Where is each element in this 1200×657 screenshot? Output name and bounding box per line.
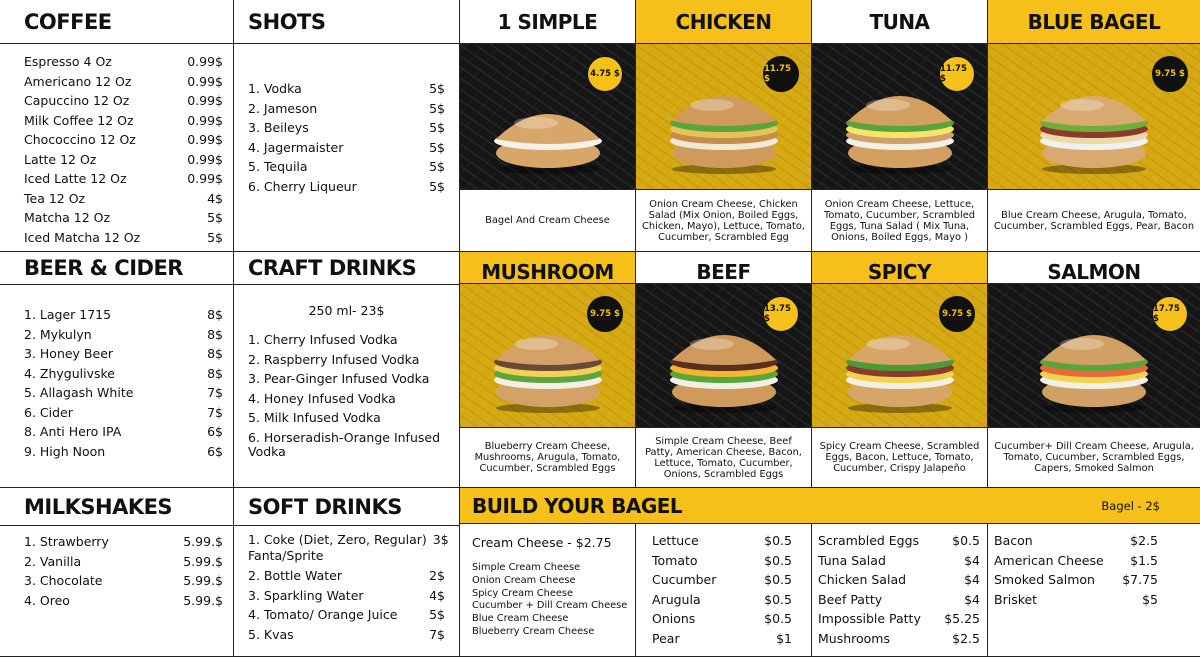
bagel-photo [988,44,1200,190]
item-price: $0.5 [764,572,792,587]
bagel-header [812,0,987,44]
shot-item [248,138,445,158]
beer-item [24,364,223,384]
item-price: 5$ [429,120,445,135]
coffee-title: COFFEE [24,9,112,34]
item-price: 5$ [429,178,445,194]
build-topping-item [652,609,792,629]
craft-item: 5. Milk Infused Vodka [248,410,381,425]
beer-header [0,252,233,285]
item-name: 4. Zhygulivske [24,365,115,381]
soft-drink-item [248,625,445,645]
coffee-list [24,52,223,247]
soft-drink-item [248,586,445,606]
bagel-photo [636,284,811,428]
shot-item [248,79,445,99]
item-name: 5. Allagash White [24,385,134,400]
item-name: Chococcino 12 Oz [24,132,136,147]
beer-title: BEER & CIDER [24,256,183,280]
craft-item: 2. Raspberry Infused Vodka [248,351,420,367]
soft-drink-item [248,566,445,586]
price-badge: 9.75 $ [587,296,623,332]
item-name: 4. Tomato/ Orange Juice [248,607,398,622]
bagel-base-price: Bagel - 2$ [1101,498,1160,513]
coffee-item [24,111,223,131]
coffee-item [24,52,223,72]
item-name: Iced Matcha 12 Oz [24,229,141,245]
bagel-description: Simple Cream Cheese, Beef Patty, American Cheese, Bacon, Lettuce, Tomato, Cucumber, Onions, Scrambled Eggs [645,435,802,480]
build-topping-item [652,629,792,649]
bagel-image [842,75,958,175]
item-name: 1. Lager 1715 [24,307,112,322]
item-name: 4. Oreo [24,592,70,608]
item-price: 5$ [429,607,445,622]
bagel-header [812,252,987,284]
build-divider [987,524,988,656]
bagel-title: TUNA [869,9,930,34]
item-name: Brisket [994,591,1038,607]
bagel-description: Bagel And Cream Cheese [485,215,610,226]
craft-item: 1. Cherry Infused Vodka [248,332,398,347]
item-price: 5.99.$ [183,553,223,569]
bagel-image [666,75,782,175]
craft-subtitle: 250 ml- 23$ [308,303,385,318]
item-price: $0.5 [764,552,792,568]
bagel-image [490,314,606,414]
build-topping-item [652,570,792,590]
item-name: 2. Jameson [248,100,318,116]
beer-item [24,344,223,364]
item-price: 0.99$ [187,171,223,186]
build-extra-item [994,590,1158,610]
build-header [460,488,1200,524]
bagel-title: BEEF [696,259,751,284]
coffee-item [24,72,223,92]
price-badge: 11.75 $ [939,56,975,92]
craft-section [234,252,460,488]
item-price: 5.99.$ [183,592,223,608]
item-price: $7.75 [1122,572,1158,587]
coffee-item [24,228,223,248]
bagel-card [812,252,988,488]
bagel-title: CHICKEN [675,9,772,34]
milkshakes-list [24,532,223,610]
item-price: 6$ [207,443,223,459]
build-title: BUILD YOUR BAGEL [472,493,683,518]
milkshakes-title: MILKSHAKES [24,494,173,519]
build-protein-item [818,590,980,610]
build-protein-item [818,629,980,649]
item-name: Tuna Salad [818,552,886,568]
item-price: $5 [1142,591,1158,607]
item-price: 7$ [207,385,223,400]
cream-cheese-item: Blue Cream Cheese [472,613,569,625]
extras-list [994,531,1158,609]
item-name: Scrambled Eggs [818,533,920,548]
item-price: 0.99$ [187,93,223,108]
soft-header [234,488,459,526]
item-name: 3. Sparkling Water [248,587,364,603]
item-price: $0.5 [764,611,792,626]
shot-item [248,177,445,197]
bagel-title: MUSHROOM [481,259,614,284]
item-price: $4 [964,572,980,587]
beer-item [24,403,223,423]
shots-title: SHOTS [248,9,326,34]
item-name: Matcha 12 Oz [24,210,111,225]
bagel-image [1036,314,1152,414]
item-price: 0.99$ [187,132,223,147]
beer-section [0,252,234,488]
item-name: Tomato [652,552,698,568]
beer-item [24,325,223,345]
craft-list [248,333,449,464]
build-protein-item [818,609,980,629]
cream-cheese-item: Blueberry Cream Cheese [472,625,595,637]
item-price: 7$ [429,626,445,642]
milkshake-item [24,552,223,572]
bagel-title: BLUE BAGEL [1027,9,1161,34]
bagel-card [988,252,1200,488]
bagel-header [988,252,1200,284]
item-price: 4$ [429,587,445,603]
shots-list [248,79,445,196]
item-price: 8$ [207,307,223,322]
bagel-header [636,252,811,284]
item-name: Iced Latte 12 Oz [24,171,127,186]
item-name: Pear [652,630,680,646]
item-name: Arugula [652,591,701,607]
item-name: Latte 12 Oz [24,151,97,167]
bagel-photo [460,44,635,190]
item-name: Americano 12 Oz [24,73,132,89]
item-price: $1.5 [1130,552,1158,568]
bagel-image [1036,75,1152,175]
item-price: 5$ [429,139,445,155]
item-price: 5.99.$ [183,534,223,549]
item-name: Smoked Salmon [994,572,1095,587]
cream-cheese-item: Spicy Cream Cheese [472,587,574,599]
bagel-description: Cucumber+ Dill Cream Cheese, Arugula, Tomato, Cucumber, Scrambled Eggs, Capers, Smoked Salmon [994,441,1194,474]
item-name: 4. Jagermaister [248,139,344,155]
shots-section [234,0,460,252]
price-badge: 17.75 $ [1152,296,1188,332]
cream-cheese-item: Cucumber + Dill Cream Cheese [472,600,628,612]
item-name: 1. Vodka [248,81,302,96]
bagel-description: Spicy Cream Cheese, Scrambled Eggs, Bacon, Lettuce, Tomato, Cucumber, Crispy Jalapeño [819,441,980,474]
build-extra-item [994,570,1158,590]
bagel-description: Blueberry Cream Cheese, Mushrooms, Arugula, Tomato, Cucumber, Scrambled Eggs [474,441,621,474]
bagel-card [460,252,636,488]
build-protein-item [818,570,980,590]
coffee-item [24,169,223,189]
beer-item [24,442,223,462]
item-subtitle: Fanta/Sprite [248,548,324,563]
bagel-image [842,314,958,414]
build-section [460,488,1200,657]
bagel-description: Onion Cream Cheese, Lettuce, Tomato, Cucumber, Scrambled Eggs, Tuna Salad ( Mix Tuna, Onions, Boiled Eggs, Mayo ) [824,198,975,243]
coffee-item [24,91,223,111]
item-price: $4 [964,552,980,568]
bagel-photo [812,44,987,190]
shot-item [248,157,445,177]
build-topping-item [652,551,792,571]
item-price: 5$ [207,210,223,225]
soft-title: SOFT DRINKS [248,494,402,519]
build-topping-item [652,531,792,551]
item-price: 0.99$ [187,151,223,167]
coffee-section [0,0,234,252]
item-price: $1 [776,630,792,646]
item-name: 5. Tequila [248,159,308,174]
build-extra-item [994,531,1158,551]
bagel-header [460,0,635,44]
coffee-item [24,189,223,209]
item-name: 3. Chocolate [24,573,103,588]
soft-drink-item [248,532,449,547]
cream-cheese-item: Simple Cream Cheese [472,562,581,573]
item-price: 5$ [429,159,445,174]
shot-item [248,99,445,119]
item-name: 8. Anti Hero IPA [24,424,122,439]
item-name: 2. Vanilla [24,553,82,569]
bagel-title: 1 SIMPLE [497,9,598,34]
item-name: 3. Honey Beer [24,346,114,361]
item-price: 8$ [207,365,223,381]
item-name: Espresso 4 Oz [24,54,112,69]
beer-item [24,305,223,325]
item-price: 7$ [207,404,223,420]
item-price: 8$ [207,326,223,342]
item-price: $0.5 [764,533,792,548]
item-price: 3$ [432,532,449,547]
bagel-header [460,252,635,284]
bagel-photo [988,284,1200,428]
item-name: Chicken Salad [818,572,907,587]
build-divider [635,524,636,656]
item-name: Lettuce [652,533,699,548]
item-price: $2.5 [952,630,980,646]
item-price: $2.5 [1130,533,1158,548]
item-price: 0.99$ [187,112,223,128]
item-name: Tea 12 Oz [24,190,86,206]
item-name: Bacon [994,533,1033,548]
item-name: 9. High Noon [24,443,106,459]
coffee-item [24,208,223,228]
bagel-photo [460,284,635,428]
item-name: 5. Kvas [248,626,294,642]
item-price: $0.5 [952,533,980,548]
item-name: 3. Beileys [248,120,309,135]
item-name: Onions [652,611,696,626]
build-topping-item [652,590,792,610]
cream-cheese-title: Cream Cheese - $2.75 [472,535,612,550]
item-name: 2. Mykulyn [24,326,92,342]
bagel-image [666,314,782,414]
coffee-item [24,150,223,170]
item-name: American Cheese [994,552,1104,568]
bagel-title: SPICY [867,259,932,284]
item-name: Cucumber [652,572,717,587]
milkshake-item [24,591,223,611]
soft-section [234,488,460,657]
item-price: 8$ [207,346,223,361]
item-name: 6. Cherry Liqueur [248,178,357,194]
bagel-header [636,0,811,44]
soft-drink-item [248,605,445,625]
build-protein-item [818,531,980,551]
price-badge: 9.75 $ [939,296,975,332]
price-badge: 4.75 $ [587,56,623,92]
shot-item [248,118,445,138]
price-badge: 11.75 $ [763,56,799,92]
bagel-image [490,75,606,175]
beer-list [24,305,223,461]
item-name: 1. Coke (Diet, Zero, Regular) [248,532,427,547]
price-badge: 9.75 $ [1152,56,1188,92]
craft-header [234,252,459,285]
item-price: 6$ [207,424,223,439]
shots-header [234,0,459,44]
cream-cheese-item: Onion Cream Cheese [472,574,576,586]
bagel-description: Blue Cream Cheese, Arugula, Tomato, Cucumber, Scrambled Eggs, Pear, Bacon [993,209,1195,232]
item-price: 0.99$ [187,54,223,69]
item-price: 4$ [207,190,223,206]
item-name: Beef Patty [818,591,883,607]
cream-cheese-list [472,562,627,639]
coffee-header [0,0,233,44]
item-price: 5.99.$ [183,573,223,588]
milkshakes-section [0,488,234,657]
item-price: $0.5 [764,591,792,607]
item-name: Mushrooms [818,630,890,646]
item-name: Capuccino 12 Oz [24,93,130,108]
beer-item [24,383,223,403]
bagel-title: SALMON [1047,259,1141,284]
bagel-header [988,0,1200,44]
item-price: 0.99$ [187,73,223,89]
item-name: Milk Coffee 12 Oz [24,112,134,128]
item-price: 2$ [429,568,445,583]
milkshake-item [24,532,223,552]
coffee-item [24,130,223,150]
item-price: 5$ [429,81,445,96]
build-extra-item [994,551,1158,571]
beer-item [24,422,223,442]
bagel-card [636,0,812,252]
price-badge: 13.75 $ [763,296,799,332]
bagel-photo [636,44,811,190]
item-name: 1. Strawberry [24,534,109,549]
bagel-card [636,252,812,488]
bagel-card [812,0,988,252]
build-protein-item [818,551,980,571]
milkshake-item [24,571,223,591]
proteins-list [818,531,980,648]
item-name: Impossible Patty [818,611,921,626]
bagel-description: Onion Cream Cheese, Chicken Salad (Mix Onion, Boiled Eggs, Chicken, Mayo), Lettuce, Tomato, Cucumber, Scrambled Egg [642,198,805,243]
bagel-photo [812,284,987,428]
build-divider [811,524,812,656]
item-price: $5.25 [944,611,980,626]
craft-item: 4. Honey Infused Vodka [248,390,396,406]
milkshakes-header [0,488,233,526]
item-price: 5$ [429,100,445,116]
bagel-card [988,0,1200,252]
item-name: 2. Bottle Water [248,568,343,583]
item-name: 6. Cider [24,404,73,420]
bagel-card [460,0,636,252]
craft-item: 6. Horseradish-Orange Infused Vodka [248,429,441,459]
soft-list [248,532,449,644]
item-price: $4 [964,591,980,607]
craft-item: 3. Pear-Ginger Infused Vodka [248,371,430,386]
toppings-list [652,531,792,648]
craft-title: CRAFT DRINKS [248,256,417,280]
item-price: 5$ [207,229,223,245]
